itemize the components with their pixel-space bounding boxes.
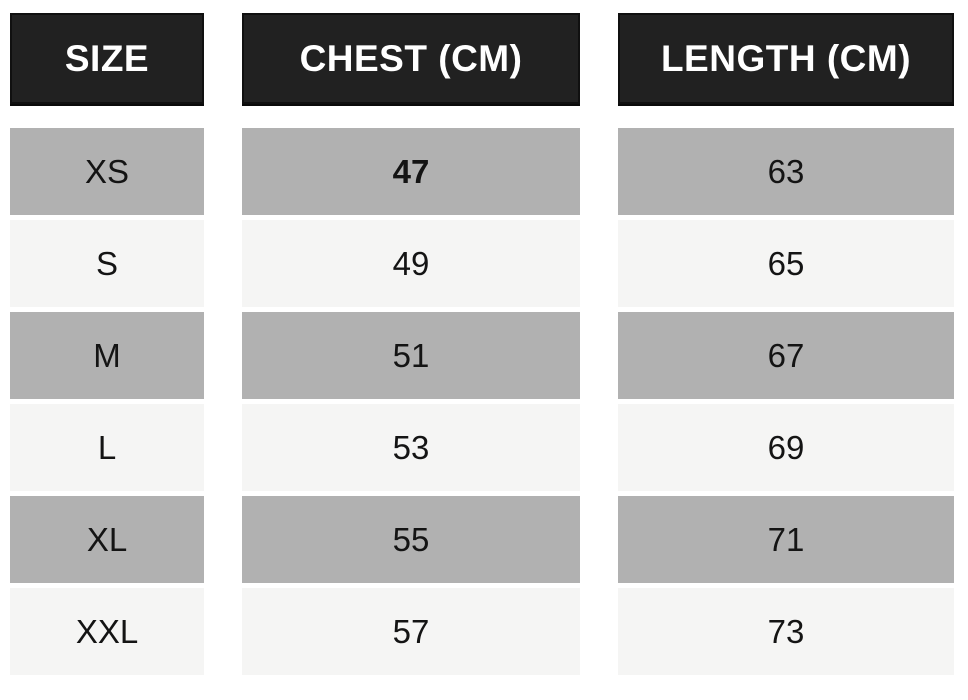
length-value-cell: 69 [618, 404, 954, 491]
size-cell: XXL [10, 588, 204, 675]
chest-value-cell: 55 [242, 496, 580, 583]
chest-value-cell: 49 [242, 220, 580, 307]
length-value-cell: 73 [618, 588, 954, 675]
length-value-cell: 63 [618, 128, 954, 215]
length-value-cell: 71 [618, 496, 954, 583]
chest-value-cell: 53 [242, 404, 580, 491]
column-header-length: LENGTH (CM) [618, 13, 954, 104]
column-header-chest: CHEST (CM) [242, 13, 580, 104]
length-value-cell: 67 [618, 312, 954, 399]
chest-value-cell: 51 [242, 312, 580, 399]
table-body [10, 128, 953, 675]
chest-value-cell: 57 [242, 588, 580, 675]
size-cell: XL [10, 496, 204, 583]
column-header-size: SIZE [10, 13, 204, 104]
size-cell: L [10, 404, 204, 491]
length-value-cell: 65 [618, 220, 954, 307]
size-cell: XS [10, 128, 204, 215]
size-cell: M [10, 312, 204, 399]
chest-value-cell: 47 [242, 128, 580, 215]
table-header-row [10, 13, 953, 104]
size-cell: S [10, 220, 204, 307]
